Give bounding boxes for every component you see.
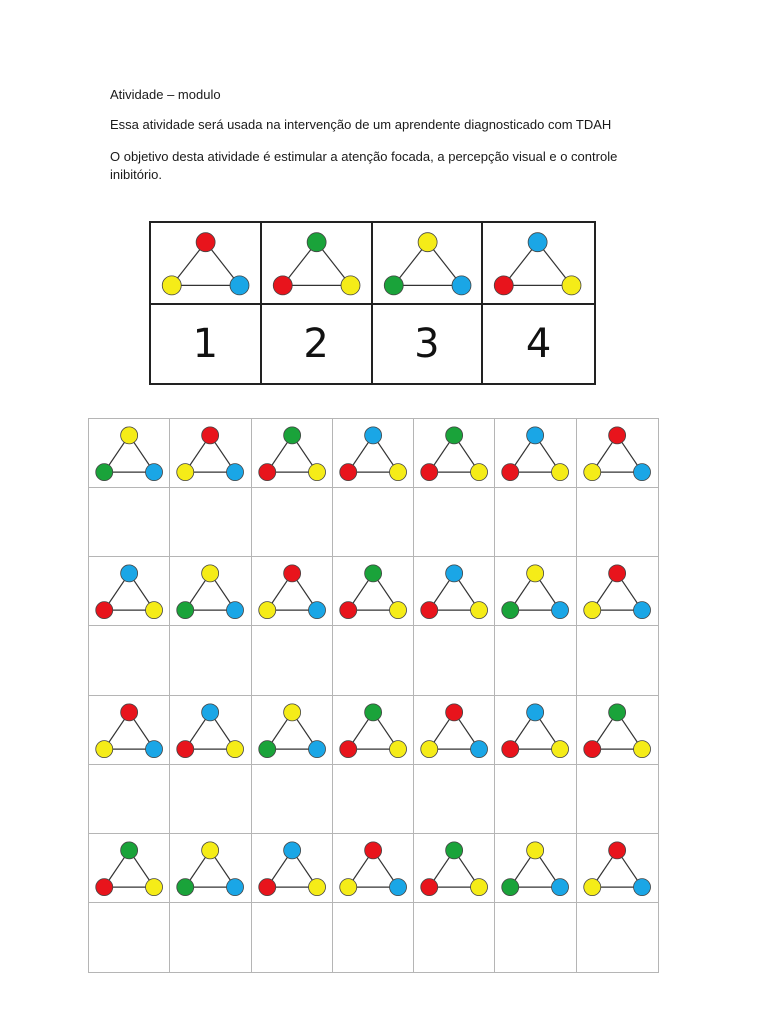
circle-top-yellow [283, 703, 300, 720]
circle-right-blue [146, 464, 163, 481]
circle-top-yellow [121, 427, 138, 444]
answer-cell[interactable] [495, 903, 576, 972]
worksheet-figure-cell [414, 557, 495, 626]
answer-cell[interactable] [89, 903, 170, 972]
circle-top-green [364, 565, 381, 582]
worksheet-figure-cell [252, 834, 333, 903]
worksheet-figure-cell [170, 834, 251, 903]
answer-cell[interactable] [414, 903, 495, 972]
triangle-figure [333, 696, 413, 764]
triangle-figure [495, 419, 575, 487]
worksheet-figure-cell [414, 834, 495, 903]
circle-right-blue [227, 602, 244, 619]
circle-top-blue [527, 427, 544, 444]
circle-top-red [608, 565, 625, 582]
answer-key-table [149, 221, 596, 385]
circle-left-green [177, 878, 194, 895]
circle-top-blue [121, 565, 138, 582]
circle-right-blue [633, 464, 650, 481]
circle-left-yellow [421, 740, 438, 757]
circle-top-blue [283, 842, 300, 859]
circle-left-red [495, 276, 514, 295]
circle-right-blue [451, 276, 470, 295]
circle-right-yellow [389, 464, 406, 481]
triangle-figure [333, 834, 413, 902]
circle-right-blue [633, 602, 650, 619]
circle-top-blue [528, 233, 547, 252]
answer-cell[interactable] [252, 903, 333, 972]
circle-top-green [121, 842, 138, 859]
triangle-figure [483, 223, 592, 303]
answer-cell[interactable] [577, 903, 658, 972]
activity-description: Essa atividade será usada na intervenção de um aprendente diagnosticado com TDAH [110, 117, 612, 132]
circle-top-red [608, 842, 625, 859]
circle-left-red [421, 602, 438, 619]
worksheet-figure-cell [89, 419, 170, 488]
answer-cell[interactable] [89, 488, 170, 557]
answer-cell[interactable] [170, 488, 251, 557]
worksheet-figure-cell [495, 696, 576, 765]
circle-left-yellow [583, 602, 600, 619]
circle-right-yellow [308, 878, 325, 895]
answer-cell[interactable] [414, 488, 495, 557]
worksheet-figure-cell [252, 696, 333, 765]
worksheet-figure-cell [577, 834, 658, 903]
circle-right-blue [552, 878, 569, 895]
key-number-1: 1 [151, 305, 262, 383]
circle-top-red [202, 427, 219, 444]
circle-right-blue [230, 276, 249, 295]
answer-cell[interactable] [252, 626, 333, 695]
activity-objective: O objetivo desta atividade é estimular a atenção focada, a percepção visual e o controle inibitório. [110, 149, 618, 182]
circle-left-red [96, 602, 113, 619]
circle-left-red [340, 464, 357, 481]
circle-left-red [96, 878, 113, 895]
circle-left-red [502, 740, 519, 757]
worksheet-figure-cell [333, 834, 414, 903]
circle-right-yellow [552, 740, 569, 757]
circle-right-blue [389, 878, 406, 895]
answer-cell[interactable] [495, 488, 576, 557]
answer-cell[interactable] [577, 765, 658, 834]
circle-left-yellow [583, 464, 600, 481]
answer-cell[interactable] [170, 626, 251, 695]
circle-left-red [421, 464, 438, 481]
circle-top-green [283, 427, 300, 444]
triangle-figure [252, 696, 332, 764]
triangle-figure [495, 557, 575, 625]
worksheet-figure-cell [89, 834, 170, 903]
triangle-figure [414, 834, 494, 902]
circle-top-yellow [418, 233, 437, 252]
circle-left-yellow [162, 276, 181, 295]
circle-right-yellow [341, 276, 360, 295]
circle-left-yellow [340, 878, 357, 895]
triangle-figure [170, 696, 250, 764]
key-figure-cell [151, 223, 262, 305]
answer-cell[interactable] [577, 626, 658, 695]
triangle-figure [252, 557, 332, 625]
worksheet-figure-cell [495, 557, 576, 626]
circle-left-yellow [96, 740, 113, 757]
answer-cell[interactable] [495, 765, 576, 834]
circle-right-blue [633, 878, 650, 895]
circle-left-green [177, 602, 194, 619]
worksheet-figure-cell [577, 557, 658, 626]
circle-right-blue [308, 740, 325, 757]
circle-top-yellow [202, 565, 219, 582]
answer-cell[interactable] [495, 626, 576, 695]
circle-left-green [502, 602, 519, 619]
circle-left-red [502, 464, 519, 481]
circle-right-blue [471, 740, 488, 757]
key-figure-cell [373, 223, 484, 305]
circle-top-yellow [527, 565, 544, 582]
worksheet-figure-cell [333, 557, 414, 626]
circle-top-green [446, 427, 463, 444]
triangle-figure [333, 419, 413, 487]
triangle-figure [577, 696, 657, 764]
circle-right-blue [308, 602, 325, 619]
worksheet-grid [88, 418, 659, 973]
answer-cell[interactable] [89, 765, 170, 834]
circle-top-red [283, 565, 300, 582]
circle-top-green [364, 703, 381, 720]
triangle-figure [262, 223, 371, 303]
triangle-figure [151, 223, 260, 303]
worksheet-figure-cell [414, 419, 495, 488]
circle-right-blue [227, 878, 244, 895]
circle-right-yellow [471, 464, 488, 481]
circle-top-red [364, 842, 381, 859]
worksheet-figure-cell [495, 419, 576, 488]
circle-top-red [608, 427, 625, 444]
circle-left-red [177, 740, 194, 757]
circle-right-yellow [471, 602, 488, 619]
triangle-figure [89, 696, 169, 764]
worksheet-figure-cell [333, 419, 414, 488]
answer-cell[interactable] [89, 626, 170, 695]
answer-cell[interactable] [170, 903, 251, 972]
worksheet-figure-cell [89, 557, 170, 626]
circle-left-green [502, 878, 519, 895]
triangle-figure [577, 834, 657, 902]
triangle-figure [414, 696, 494, 764]
worksheet-figure-cell [252, 557, 333, 626]
circle-top-yellow [202, 842, 219, 859]
worksheet-figure-cell [333, 696, 414, 765]
answer-cell[interactable] [333, 765, 414, 834]
key-figure-cell [483, 223, 594, 305]
circle-left-green [384, 276, 403, 295]
answer-cell[interactable] [333, 626, 414, 695]
circle-left-red [340, 602, 357, 619]
circle-left-yellow [583, 878, 600, 895]
triangle-figure [333, 557, 413, 625]
circle-top-blue [446, 565, 463, 582]
triangle-figure [170, 557, 250, 625]
triangle-figure [495, 696, 575, 764]
circle-right-yellow [562, 276, 581, 295]
triangle-figure [414, 557, 494, 625]
answer-cell[interactable] [170, 765, 251, 834]
circle-top-yellow [527, 842, 544, 859]
answer-cell[interactable] [414, 765, 495, 834]
triangle-figure [89, 834, 169, 902]
worksheet-figure-cell [577, 419, 658, 488]
triangle-figure [170, 419, 250, 487]
triangle-figure [252, 419, 332, 487]
circle-left-red [340, 740, 357, 757]
circle-top-green [608, 703, 625, 720]
activity-title: Atividade – modulo [110, 87, 221, 102]
circle-top-blue [527, 703, 544, 720]
circle-right-blue [552, 602, 569, 619]
circle-top-blue [202, 703, 219, 720]
worksheet-figure-cell [577, 696, 658, 765]
circle-left-yellow [177, 464, 194, 481]
triangle-figure [252, 834, 332, 902]
circle-top-red [196, 233, 215, 252]
triangle-figure [495, 834, 575, 902]
circle-right-yellow [552, 464, 569, 481]
triangle-figure [170, 834, 250, 902]
circle-right-yellow [471, 878, 488, 895]
worksheet-figure-cell [170, 696, 251, 765]
worksheet-figure-cell [170, 557, 251, 626]
answer-cell[interactable] [577, 488, 658, 557]
circle-left-red [421, 878, 438, 895]
triangle-figure [89, 419, 169, 487]
circle-right-yellow [227, 740, 244, 757]
circle-left-red [258, 878, 275, 895]
circle-top-green [446, 842, 463, 859]
circle-top-red [446, 703, 463, 720]
circle-right-blue [146, 740, 163, 757]
circle-left-green [96, 464, 113, 481]
circle-right-blue [227, 464, 244, 481]
worksheet-figure-cell [170, 419, 251, 488]
circle-left-green [258, 740, 275, 757]
circle-left-yellow [258, 602, 275, 619]
worksheet-figure-cell [89, 696, 170, 765]
answer-cell[interactable] [333, 903, 414, 972]
circle-right-yellow [146, 878, 163, 895]
triangle-figure [414, 419, 494, 487]
worksheet-figure-cell [414, 696, 495, 765]
circle-left-red [273, 276, 292, 295]
answer-cell[interactable] [252, 488, 333, 557]
key-figure-cell [262, 223, 373, 305]
answer-cell[interactable] [252, 765, 333, 834]
answer-cell[interactable] [414, 626, 495, 695]
worksheet-figure-cell [252, 419, 333, 488]
circle-top-green [307, 233, 326, 252]
triangle-figure [577, 419, 657, 487]
circle-left-red [258, 464, 275, 481]
circle-top-red [121, 703, 138, 720]
answer-cell[interactable] [333, 488, 414, 557]
circle-right-yellow [308, 464, 325, 481]
triangle-figure [373, 223, 482, 303]
triangle-figure [89, 557, 169, 625]
circle-right-yellow [389, 740, 406, 757]
circle-right-yellow [633, 740, 650, 757]
key-number-3: 3 [373, 305, 484, 383]
key-number-4: 4 [525, 321, 552, 367]
circle-right-yellow [146, 602, 163, 619]
circle-left-red [583, 740, 600, 757]
circle-right-yellow [389, 602, 406, 619]
key-number-2: 2 [262, 305, 373, 383]
triangle-figure [577, 557, 657, 625]
worksheet-figure-cell [495, 834, 576, 903]
circle-top-blue [364, 427, 381, 444]
